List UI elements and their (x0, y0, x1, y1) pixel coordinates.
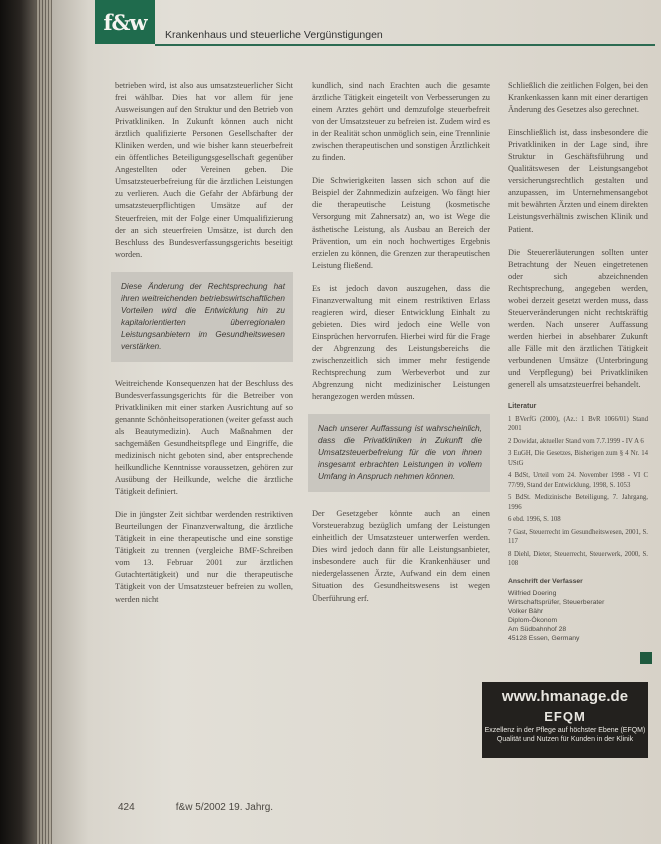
paragraph: Die Steuererläuterungen sollten unter Betrachtung der Neuen eingetretenen oder sich abzeichnenden Rechtsprechung, angegeben werden, wobei derzeit gesetzt werden muss, dass Steuerveränderungen nicht rechtskräftig werden. Nach unserer Auffassung werden hierbei in absehbarer Zukunft alle Fälle mit den ärztlichen Tätigkeit verbundenen Umsätze (Unterbringung und Verpflegung) bei Privatkliniken generell als umsatzsteuerfrei behandelt. (508, 247, 648, 390)
journal-logo: f&w (95, 0, 155, 44)
paragraph: Es ist jedoch davon auszugehen, dass die Finanzverwaltung mit einem restriktiven Erlass reagieren wird, dieser Entwicklung Einhalt zu gebieten. Dies wird jedoch eine Welle von Einsprüchen hervorrufen. Hierbei wird für die Frage der Abgrenzung des Leistungsbereichs die zwischenzeitlich sich immer mehr festigende Rechtsprechung zum Werbeverbot und zur Abgrenzung nicht medizinischer Leistungen herangezogen werden müssen. (312, 283, 490, 402)
column-2 (312, 80, 490, 616)
author-line: Am Südbahnhof 28 (508, 625, 567, 633)
literature-item: 2 Dowidat, aktueller Stand vom 7.7.1999 - IV A 6 (508, 437, 644, 445)
paragraph: Einschließlich ist, dass insbesondere die Privatkliniken in der Lage sind, ihre Struktur in Geschäftsführung und Qualitätswesen der Leistungsangebot versicherungsrechtlich gestalten und anzupassen, im Unternehmensangebot mit bewährten Ärzten und einem direkten Leistungsverhältnis zwischen Klinik und Patient. (508, 128, 648, 234)
page-footer (118, 802, 273, 813)
literature-list (508, 402, 648, 569)
column-1 (115, 80, 293, 617)
page-number: 424 (118, 802, 135, 813)
page-stack (36, 0, 52, 844)
literature-item: 8 Diehl, Dieter, Steuerrecht, Steuerwerk, 2000, S. 108 (508, 550, 648, 568)
column-3 (508, 80, 648, 643)
author-line: Wirtschaftsprüfer, Steuerberater (508, 598, 605, 606)
paragraph: betrieben wird, ist also aus umsatzsteuerlicher Sicht frei wählbar. Dies hat vor allem für jene Ausweisungen auf den Struktur und den Betrieb von Privatkliniken. In Zukunft können auch nicht ärztlich qualifizierte Personen Gesellschafter der Kliniken werden, und wie bisher kann steuerbefreit ein öffentliches Beteiligungsgesellschaft gegenüber Angestellten oder Vereinen geben. Die Umsatzsteuerbefreiung für die ärztlichen Leistungen zu verlieren. Auch die Gefahr der Abfärbung der umsatzsteuerpflichtigen Umsätze auf der Steuerfreien, mit der Folge einer Umqualifizierung der an sich steuerfreien Umsätze, ist durch den Beschluss des Bundesverfassungsgerichts beseitigt worden. (115, 81, 293, 259)
literature-item: 7 Gast, Steuerrecht im Gesundheitswesen, 2001, S. 117 (508, 528, 648, 546)
literature-item: 4 BdSt, Urteil vom 24. November 1998 - VI C 77/99, Stand der Entwicklung, 1998, S. 1053 (508, 472, 648, 489)
literature-item: 6 ebd. 1996, S. 108 (508, 516, 561, 524)
author-line: Diplom-Ökonom (508, 616, 558, 624)
pull-quote: Diese Änderung der Rechtsprechung hat ihren weitreichenden betriebswirtschaftlichen Vorteilen wird die Entwicklung hin zu kapitalorientierten überregionalen Leistungsanbietern im Gesundheitswesen verstärken. (111, 272, 293, 362)
literature-item: 5 BdSt. Medizinische Beteiligung, 7. Jahrgang, 1996 (508, 494, 648, 511)
ad-text: Exzellenz in der Pflege auf höchster Ebene (EFQM) (484, 727, 646, 734)
literature-heading: Literatur (508, 403, 537, 411)
paragraph: Die Schwierigkeiten lassen sich schon auf die Beispiel der Zahnmedizin aufzeigen. Wo fängt hier die therapeutische Leistung (kosmetische Versorgung mit Zahnersatz) an, wo ist Wege die ästhetische Leistung, als Ausbau an Bereich der Prävention, um ein noch hochwertiges Ergebnis erzielen zu können, die Grenzen zur therapeutischen Leistung fließend. (312, 176, 490, 270)
paragraph: Der Gesetzgeber könnte auch an einen Vorsteuerabzug bezüglich umfang der Leistungen einheitlich der Umsatzsteuer unterwerfen werden. Dies wird jedoch dann für alle Leistungsanbieter, insbesondere auch für die Krankenhäuser und niedergelassenen Ärzte, Aufwand ein dem einen Situation des Gesundheitswesens ist wegen Überführung erf. (312, 509, 490, 603)
author-line: 45128 Essen, Germany (508, 634, 580, 642)
paragraph: Schließlich die zeitlichen Folgen, bei den Krankenkassen kann mit einer derartigen Änderung des Gesetzes also gerechnet. (508, 81, 648, 115)
efqm-logo: EFQM (544, 709, 586, 724)
ad-text: Qualität und Nutzen für Kunden in der Klinik (496, 736, 634, 743)
author-line: Volker Bähr (508, 607, 544, 615)
section-title: Krankenhaus und steuerliche Vergünstigungen (165, 29, 383, 41)
paragraph: Weitreichende Konsequenzen hat der Beschluss des Bundesverfassungsgerichts für die Betreiber von Privatkliniken mit einer starken Ausrichtung auf so genannte Schönheitsoperationen (weiter gefasst auch als Beautymedizin). Auch Maßnahmen der sachgemäßen Gesundheitspflege und Eingriffe, die medizinisch nicht geboten sind, aber entsprechende heilkundliche Kenntnisse voraussetzen, gehören zur Ausübung der Heilkunde, welche die ärztliche Tätigkeit definiert. (115, 378, 293, 497)
advertisement[interactable] (482, 682, 648, 758)
issue-info: f&w 5/2002 19. Jahrg. (175, 802, 274, 813)
literature-item: 1 BVerfG (2000), (Az.: 1 BvR 1066/01) Stand 2001 (508, 415, 648, 433)
pull-quote: Nach unserer Auffassung ist wahrscheinlich, dass die Privatkliniken in Zukunft die Umsatzsteuerbefreiung für die von ihnen insgesamt erbrachten Leistungen in vollem Umfang in Anspruch nehmen können. (308, 414, 490, 492)
author-address (508, 577, 648, 643)
paragraph: kundlich, sind nach Erachten auch die gesamte ärztliche Tätigkeit eingeteilt von Verbesserungen zu einem Arztes gehört und demzufolge steuerbefreit von der Umsatzsteuer zu befreien ist. Zudem wird es in der Realität schon unmöglich sein, eine Trennlinie zwischen therapeutischen und sonstigen Ärztlichkeit zu finden. (312, 81, 490, 163)
ad-url-link[interactable]: www.hmanage.de (501, 688, 629, 705)
author-line: Wilfried Doering (508, 589, 557, 597)
ad-marker (640, 652, 652, 664)
paragraph: Die in jüngster Zeit sichtbar werdenden restriktiven Beurteilungen der Finanzverwaltung, die ärztliche Tätigkeit in eine therapeutische und eine sonstige Tätigkeit zu trennen (vergleiche BMF-Schreiben vom 13. Februar 2001 zur ärztlichen Gutachtertätigkeit) und nur die therapeutische Tätigkeit von der Umsatzsteuer befreien zu wollen, werden nicht (115, 510, 293, 604)
literature-item: 3 EuGH, Die Gesetzes, Bisherigen zum § 4 Nr. 14 UStG (508, 450, 648, 467)
author-heading: Anschrift der Verfasser (508, 577, 583, 585)
